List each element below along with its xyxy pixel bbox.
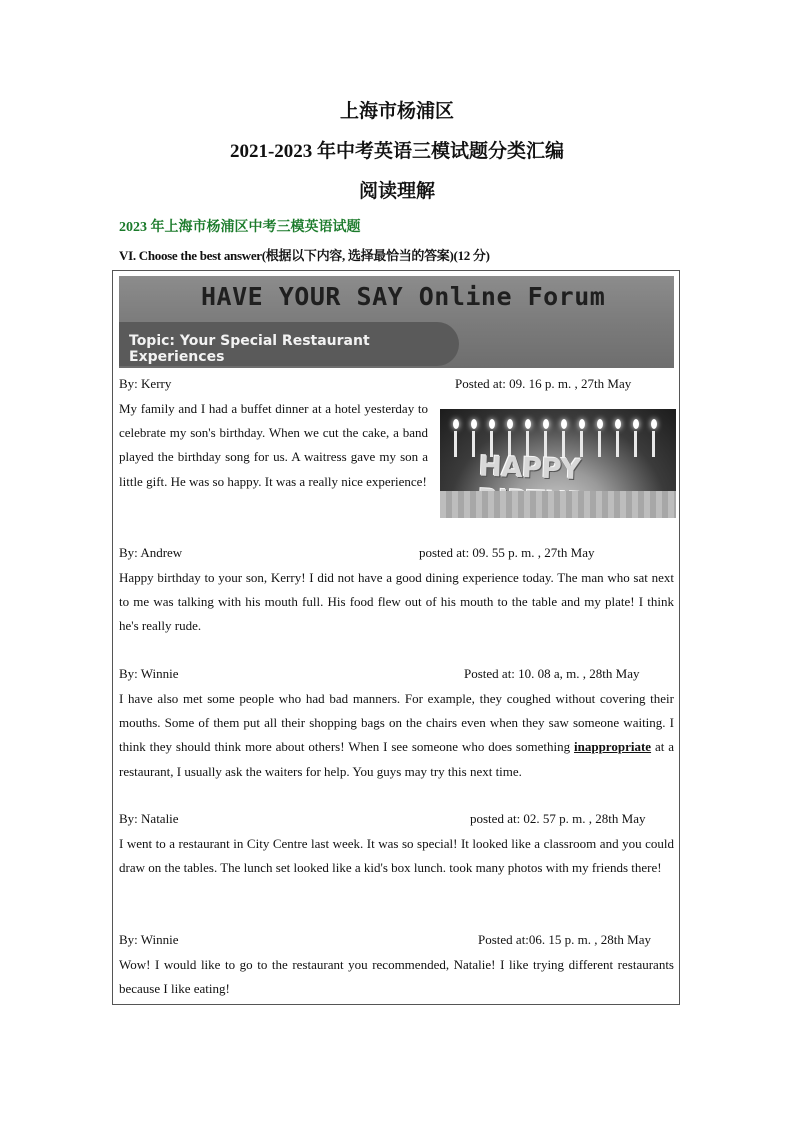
birthday-cake-photo bbox=[440, 409, 676, 518]
instruction: VI. Choose the best answer(根据以下内容, 选择最恰当的答案)(12 分) bbox=[119, 248, 490, 263]
post-body: Wow! I would like to go to the restaurant you recommended, Natalie! I like trying different restaurants because I like eating! bbox=[119, 957, 674, 997]
post-timestamp: posted at: 02. 57 p. m. , 28th May bbox=[470, 811, 646, 826]
highlighted-word: inappropriate bbox=[574, 739, 652, 755]
collection-title: 2021-2023 年中考英语三模试题分类汇编 bbox=[229, 141, 565, 162]
post-timestamp: Posted at:06. 15 p. m. , 28th May bbox=[478, 932, 651, 947]
category-title: 阅读理解 bbox=[358, 181, 435, 202]
post-timestamp: Posted at: 09. 16 p. m. , 27th May bbox=[455, 376, 632, 391]
banner-title: HAVE YOUR SAY Online Forum bbox=[201, 282, 606, 311]
district-title: 上海市杨浦区 bbox=[339, 101, 454, 122]
post-author: By: Kerry bbox=[119, 376, 172, 391]
post-text: at a restaurant, I usually ask the waiters for help. You guys may try this next time. bbox=[119, 739, 674, 779]
post-timestamp: posted at: 09. 55 p. m. , 27th May bbox=[419, 545, 595, 560]
post-author: By: Andrew bbox=[119, 545, 183, 560]
post-timestamp: Posted at: 10. 08 a, m. , 28th May bbox=[464, 666, 640, 681]
post-author: By: Winnie bbox=[119, 932, 179, 947]
post-text: I have also met some people who had bad manners. For example, they coughed without covering their mouths. Some of them put all their shopping bags on the chairs even when they saw someone waiting. I think they should think more about others! When I see someone who does something bbox=[119, 691, 674, 755]
post-body: My family and I had a buffet dinner at a hotel yesterday to celebrate my son's birthday. When we cut the cake, a band played the birthday song for us. A waitress gave my son a little gift. He was so happy. It was a really nice experience! bbox=[119, 401, 428, 489]
post-body: I went to a restaurant in City Centre last week. It was so special! It looked like a classroom and you could draw on the tables. The lunch set looked like a kid's box lunch. took many photos with my friends there! bbox=[119, 836, 674, 876]
post-author: By: Natalie bbox=[119, 811, 179, 826]
section-title: 2023 年上海市杨浦区中考三模英语试题 bbox=[119, 220, 361, 235]
forum-banner bbox=[119, 276, 674, 368]
banner-topic: Topic: Your Special Restaurant Experiences bbox=[129, 333, 370, 365]
banner-topic-pill bbox=[119, 322, 459, 366]
post-author: By: Winnie bbox=[119, 666, 179, 681]
post-body bbox=[119, 687, 674, 784]
photo-caption: HAPPY bbox=[478, 449, 581, 487]
cake bbox=[440, 491, 676, 518]
post-body: Happy birthday to your son, Kerry! I did not have a good dining experience today. The man who sat next to me was talking with his mouth full. His food flew out of his mouth to the table and my plate! I think he's really rude. bbox=[119, 570, 674, 634]
